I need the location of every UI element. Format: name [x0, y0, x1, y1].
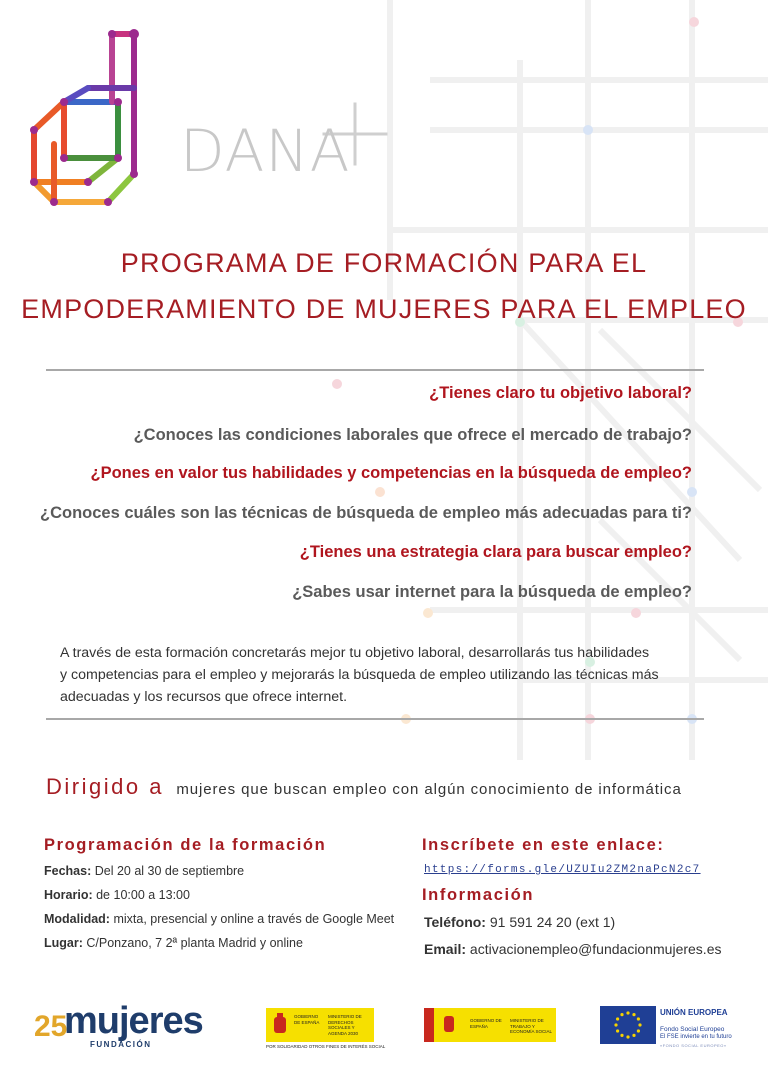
title-line-1: PROGRAMA DE FORMACIÓN PARA EL [120, 248, 648, 278]
gov1-sub-text: POR SOLIDARIDAD OTROS FINES DE INTERÉS SOCIAL [266, 1044, 386, 1049]
dana-logo [24, 26, 394, 208]
eu-line-3: «FONDO SOCIAL EUROPEO» [660, 1043, 727, 1048]
mode-label: Modalidad: [44, 912, 110, 926]
email-value[interactable]: activacionempleo@fundacionmujeres.es [469, 941, 722, 957]
eu-stars-icon [600, 1006, 656, 1044]
program-mode [44, 912, 394, 926]
phone-label: Teléfono: [424, 914, 486, 930]
question-2: ¿Conoces las condiciones laborales que ofrece el mercado de trabajo? [133, 426, 692, 444]
divider-bottom [46, 718, 704, 720]
question-1: ¿Tienes claro tu objetivo laboral? [429, 384, 692, 402]
fm-word: mujeres [64, 1000, 203, 1042]
intro-line-1: A través de esta formación concretarás mejor tu objetivo laboral, desarrollarás tus habilidades [60, 645, 650, 661]
email-label: Email: [424, 941, 467, 957]
place-value: C/Ponzano, 7 2ª planta Madrid y online [86, 936, 303, 950]
fundacion-mujeres-logo [34, 1000, 234, 1052]
program-schedule [44, 888, 190, 902]
spain-flag-coat-icon [424, 1008, 460, 1042]
gov-trabajo-logo [424, 1008, 556, 1042]
gov2-right-text: MINISTERIO DE TRABAJO Y ECONOMÍA SOCIAL [510, 1018, 553, 1034]
mode-value: mixta, presencial y online a través de Google Meet [113, 912, 395, 926]
program-dates [44, 864, 244, 878]
target-label: Dirigido a [46, 774, 164, 799]
eu-line-1: Fondo Social Europeo [660, 1026, 725, 1033]
question-3: ¿Pones en valor tus habilidades y competencias en la búsqueda de empleo? [90, 464, 692, 482]
contact-phone [424, 914, 615, 930]
intro-line-3: adecuadas y los recursos que ofrece internet. [60, 689, 348, 705]
intro-line-2: y competencias para el empleo y mejorarás la búsqueda de empleo utilizando las técnicas más [60, 667, 659, 683]
spain-coat-of-arms-icon [272, 1013, 288, 1037]
title-line-2: EMPODERAMIENTO DE MUJERES PARA EL EMPLEO [21, 294, 747, 324]
eu-title: UNIÓN EUROPEA [660, 1008, 728, 1017]
contact-title: Información [422, 886, 535, 904]
dates-value: Del 20 al 30 de septiembre [94, 864, 245, 878]
program-title: Programación de la formación [44, 836, 327, 854]
gov-derechos-sociales-logo [266, 1008, 374, 1042]
fm-subtitle: FUNDACIÓN [90, 1040, 152, 1049]
contact-email [424, 941, 721, 957]
program-place [44, 936, 303, 950]
dana-logo-word: DANA [180, 117, 351, 185]
divider-top [46, 369, 704, 371]
question-5: ¿Tienes una estrategia clara para buscar empleo? [299, 543, 692, 561]
dates-label: Fechas: [44, 864, 92, 878]
target-text: mujeres que buscan empleo con algún conocimiento de informática [176, 781, 682, 798]
schedule-value: de 10:00 a 13:00 [96, 888, 190, 902]
question-4: ¿Conoces cuáles son las técnicas de búsqueda de empleo más adecuadas para ti? [40, 504, 692, 522]
gov2-left-text: GOBIERNO DE ESPAÑA [470, 1018, 502, 1029]
signup-title: Inscríbete en este enlace: [422, 836, 665, 854]
schedule-label: Horario: [44, 888, 93, 902]
gov1-right-text: MINISTERIO DE DERECHOS SOCIALES Y AGENDA 2030 [328, 1014, 362, 1036]
intro-paragraph [60, 642, 700, 708]
phone-value: 91 591 24 20 (ext 1) [489, 914, 616, 930]
fm-anniversary-number: 25 [34, 1010, 68, 1043]
target-audience [46, 774, 682, 800]
gov1-left-text: GOBIERNO DE ESPAÑA [294, 1014, 320, 1025]
place-label: Lugar: [44, 936, 83, 950]
eu-flag-icon [600, 1006, 656, 1044]
signup-link[interactable]: https://forms.gle/UZUIu2ZM2naPcN2c7 [424, 864, 701, 876]
eu-line-2: El FSE invierte en tu futuro [660, 1034, 732, 1040]
page-title [0, 240, 768, 332]
question-6: ¿Sabes usar internet para la búsqueda de empleo? [292, 583, 692, 601]
